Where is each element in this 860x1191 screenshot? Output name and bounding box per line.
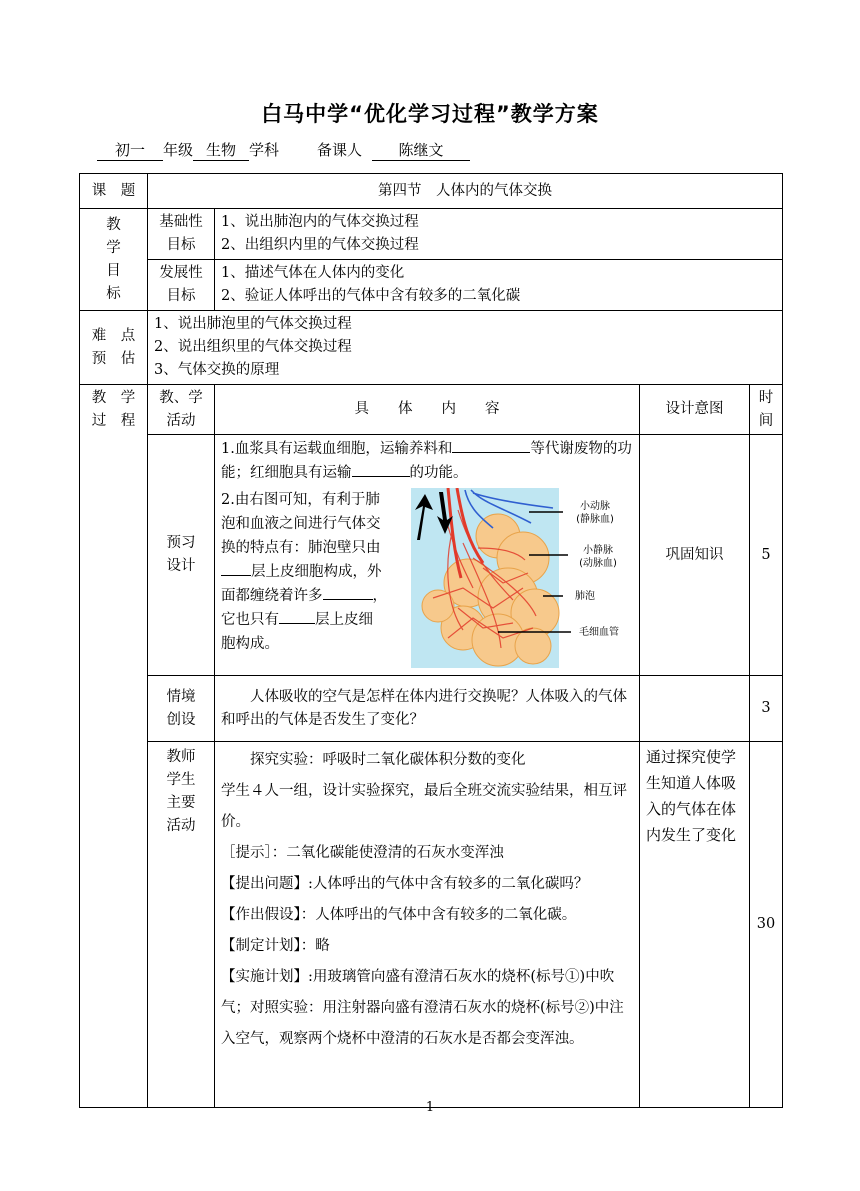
alveolus-figure [403, 488, 648, 673]
preview-time: 5 [750, 435, 783, 676]
scene-label: 情境 创设 [148, 676, 215, 742]
scene-row [80, 676, 783, 742]
goals-label: 教 学 目 标 [80, 209, 148, 311]
blank-2 [352, 461, 410, 477]
main-activity-row [80, 742, 783, 1108]
subject-label: 学科 [249, 141, 280, 159]
header-activity: 教、学 活动 [148, 385, 215, 435]
teacher-label: 备课人 [317, 141, 363, 159]
preview-label: 预习 设计 [148, 435, 215, 676]
header-time: 时 间 [750, 385, 783, 435]
grade-value: 初一 [97, 139, 163, 161]
lesson-plan-table [79, 173, 783, 1108]
process-label: 教 学 过 程 [80, 385, 148, 1108]
preview-intent: 巩固知识 [640, 435, 750, 676]
blank-4 [323, 584, 373, 600]
vein-label: 小静脉 (动脉血) [579, 545, 617, 569]
page-number: 1 [425, 1100, 435, 1115]
difficulty-items: 1、说出肺泡里的气体交换过程 2、说出组织里的气体交换过程 3、气体交换的原理 [148, 311, 783, 385]
main-time: 30 [750, 742, 783, 1108]
process-header-row [80, 385, 783, 435]
scene-content: 人体吸收的空气是怎样在体内进行交换呢？人体吸入的气体和呼出的气体是否发生了变化？ [215, 676, 640, 742]
difficulty-row [80, 311, 783, 385]
header-content: 具 体 内 容 [215, 385, 640, 435]
difficulty-label: 难 点 预 估 [80, 311, 148, 385]
grade-label: 年级 [163, 141, 194, 159]
basic-goal-label: 基础性 目标 [148, 209, 215, 260]
develop-goal-items: 1、描述气体在人体内的变化 2、验证人体呼出的气体中含有较多的二氧化碳 [215, 260, 783, 311]
page-title: 白马中学“优化学习过程”教学方案 [261, 102, 599, 126]
main-content: 探究实验：呼吸时二氧化碳体积分数的变化 学生４人一组，设计实验探究，最后全班交流实验结果，相互评价。 ［提示］：二氧化碳能使澄清的石灰水变浑浊 【提出问题】:人体呼出的气体中含有较多的二氧化碳吗？ 【作出假设】：人体呼出的气体中含有较多的二氧化碳。 【制定计划】：略 【实施计划】:用玻璃管向盛有澄清石灰水的烧杯(标号①)中吹气；对照实验：用注射器向盛有澄清石灰水的烧杯(标号②)中注入空气，观察两个烧杯中澄清的石灰水是否都会变浑浊。 [215, 742, 640, 1108]
develop-goal-label: 发展性 目标 [148, 260, 215, 311]
blank-1 [452, 437, 530, 453]
preview-row [80, 435, 783, 676]
header-intent: 设计意图 [640, 385, 750, 435]
topic-label: 课 题 [80, 174, 148, 209]
header-meta [97, 139, 470, 161]
artery-label: 小动脉 (静脉血) [576, 501, 614, 525]
alveolus-label: 肺泡 [575, 591, 595, 602]
blank-3 [221, 560, 251, 576]
basic-goal-items: 1、说出肺泡内的气体交换过程 2、出组织内里的气体交换过程 [215, 209, 783, 260]
scene-intent [640, 676, 750, 742]
topic-row [80, 174, 783, 209]
teacher-value: 陈继文 [372, 139, 470, 161]
preview-content: 1.血浆具有运载血细胞，运输养料和 等代谢废物的功能；红细胞具有运输 的功能。 2.由右图可知，有利于肺 泡和血液之间进行气体交 换的特点有：肺泡壁只由 层上皮细胞构成，外 面都缠绕着许多 ， 它也只有 层上皮细 胞构成。 小动脉 (静脉血) 小静脉 (动脉血) 肺泡 毛细血管 [215, 435, 640, 676]
capillary-label: 毛细血管 [579, 627, 619, 638]
develop-goal-row [80, 260, 783, 311]
subject-value: 生物 [193, 139, 249, 161]
basic-goal-row [80, 209, 783, 260]
scene-time: 3 [750, 676, 783, 742]
blank-5 [279, 608, 315, 624]
main-label: 教师 学生 主要 活动 [148, 742, 215, 1108]
topic-value: 第四节 人体内的气体交换 [148, 174, 783, 209]
main-intent: 通过探究使学生知道人体吸入的气体在体内发生了变化 [640, 742, 750, 1108]
